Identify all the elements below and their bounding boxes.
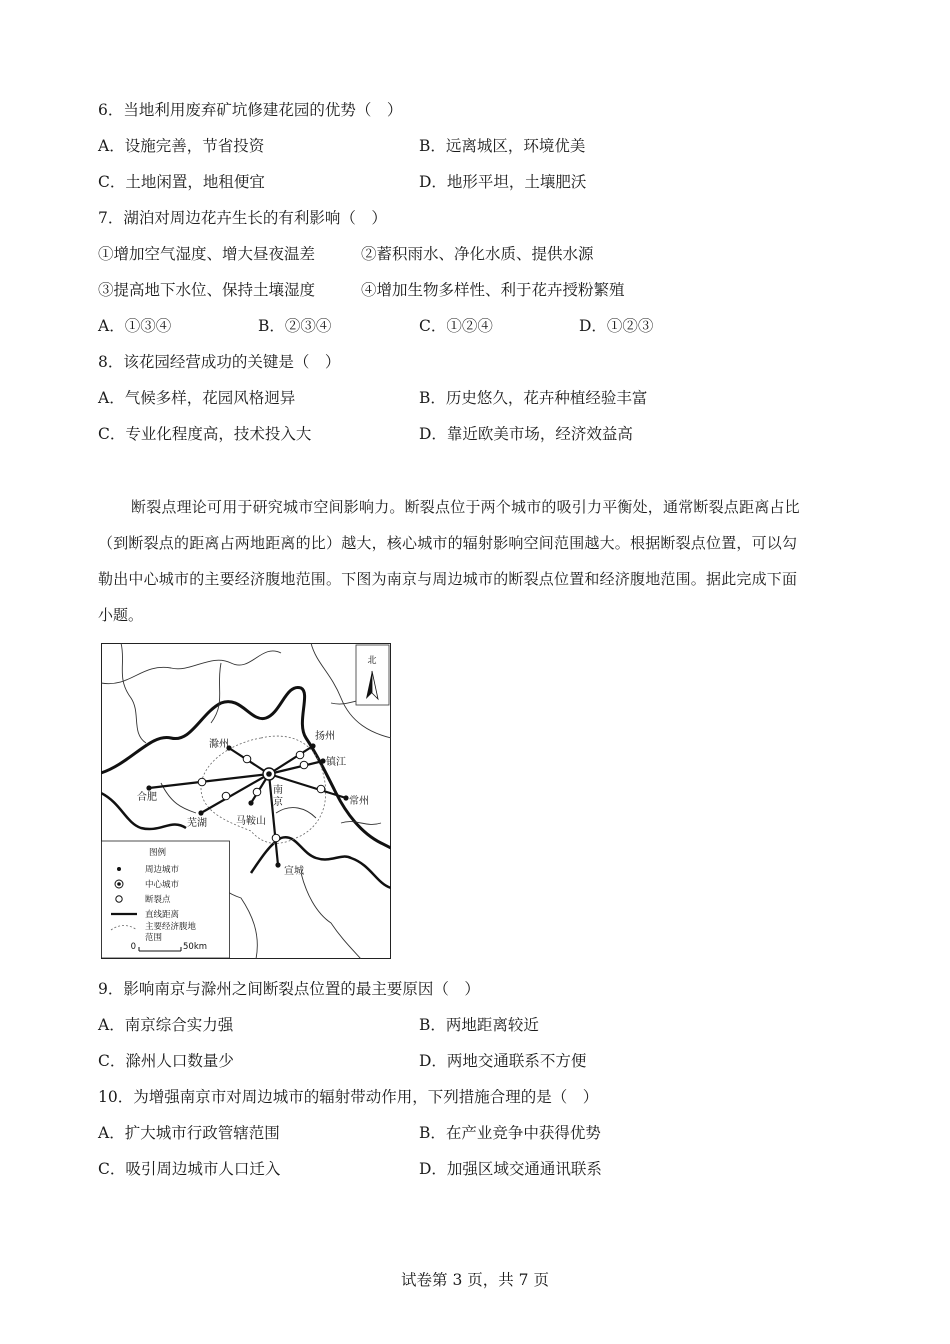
question-6-option-c[interactable]: C．土地闲置，地租便宜 [98,173,265,191]
city-label-zhenjiang: 镇江 [326,757,346,768]
north-label: 北 [367,656,377,666]
question-7-option-c[interactable]: C．①②④ [419,317,493,335]
city-label-yangzhou: 扬州 [315,731,335,742]
question-7-statement-4: ④增加生物多样性、利于花卉授粉繁殖 [361,281,625,299]
passage-line-4: 小题。 [98,606,144,624]
legend-scale-distance: 50km [183,942,208,952]
legend-peripheral: 周边城市 [145,865,180,875]
legend-breakpoint: 断裂点 [145,895,171,905]
question-7-statement-2: ②蓄积雨水、净化水质、提供水源 [361,245,594,263]
passage-line-1: 断裂点理论可用于研究城市空间影响力。断裂点位于两个城市的吸引力平衡处，通常断裂点距离占比 [131,498,800,516]
question-9-option-c[interactable]: C．滁州人口数量少 [98,1052,234,1070]
passage-line-2: （到断裂点的距离占两地距离的比）越大，核心城市的辐射影响空间范围越大。根据断裂点位置，可以勾 [98,534,798,552]
legend-distance: 直线距离 [145,910,180,920]
question-9-option-d[interactable]: D．两地交通联系不方便 [419,1052,587,1070]
city-label-maanshan: 马鞍山 [236,816,266,827]
question-10-option-a[interactable]: A．扩大城市行政管辖范围 [98,1124,280,1142]
question-9-option-b[interactable]: B．两地距离较近 [419,1016,539,1034]
question-8-stem: 8．该花园经营成功的关键是（ ） [98,353,341,371]
question-10-option-c[interactable]: C．吸引周边城市人口迁入 [98,1160,281,1178]
question-7-option-a[interactable]: A．①③④ [98,317,172,335]
city-label-changzhou: 常州 [349,796,369,807]
question-9-stem: 9．影响南京与滁州之间断裂点位置的最主要原因（ ） [98,980,480,998]
city-label-xuancheng: 宣城 [284,866,304,877]
legend-title: 图例 [149,848,167,858]
question-10-option-d[interactable]: D．加强区域交通通讯联系 [419,1160,602,1178]
question-10-stem: 10．为增强南京市对周边城市的辐射带动作用，下列措施合理的是（ ） [98,1088,599,1106]
question-7-option-b[interactable]: B．②③④ [258,317,332,335]
question-7-option-d[interactable]: D．①②③ [579,317,654,335]
question-6-option-d[interactable]: D．地形平坦，土壤肥沃 [419,173,587,191]
legend-scale-zero: 0 [130,942,136,952]
question-7-statement-3: ③提高地下水位、保持土壤湿度 [98,281,316,299]
city-label-nanjing-1: 南 [273,785,283,796]
question-6-option-b[interactable]: B．远离城区，环境优美 [419,137,586,155]
city-label-chuzhou: 滁州 [209,739,229,750]
legend-center: 中心城市 [145,880,180,890]
city-label-hefei: 合肥 [137,792,157,803]
question-8-option-b[interactable]: B．历史悠久，花卉种植经验丰富 [419,389,648,407]
question-8-option-a[interactable]: A．气候多样，花园风格迥异 [98,389,296,407]
nanjing-breakpoint-map [101,643,391,959]
question-10-option-b[interactable]: B．在产业竞争中获得优势 [419,1124,601,1142]
city-label-nanjing-2: 京 [273,797,283,808]
question-7-statement-1: ①增加空气湿度、增大昼夜温差 [98,245,316,263]
question-6-option-a[interactable]: A．设施完善，节省投资 [98,137,265,155]
question-7-stem: 7．湖泊对周边花卉生长的有利影响（ ） [98,209,387,227]
legend-hinterland-1: 主要经济腹地 [145,922,197,932]
question-8-option-c[interactable]: C．专业化程度高，技术投入大 [98,425,312,443]
page-footer: 试卷第 3 页，共 7 页 [401,1271,549,1289]
legend-hinterland-2: 范围 [145,933,163,943]
question-9-option-a[interactable]: A．南京综合实力强 [98,1016,234,1034]
passage-line-3: 勒出中心城市的主要经济腹地范围。下图为南京与周边城市的断裂点位置和经济腹地范围。据此完成下面 [98,570,798,588]
question-6-stem: 6．当地利用废弃矿坑修建花园的优势（ ） [98,101,403,119]
city-label-wuhu: 芜湖 [187,818,207,829]
question-8-option-d[interactable]: D．靠近欧美市场，经济效益高 [419,425,633,443]
